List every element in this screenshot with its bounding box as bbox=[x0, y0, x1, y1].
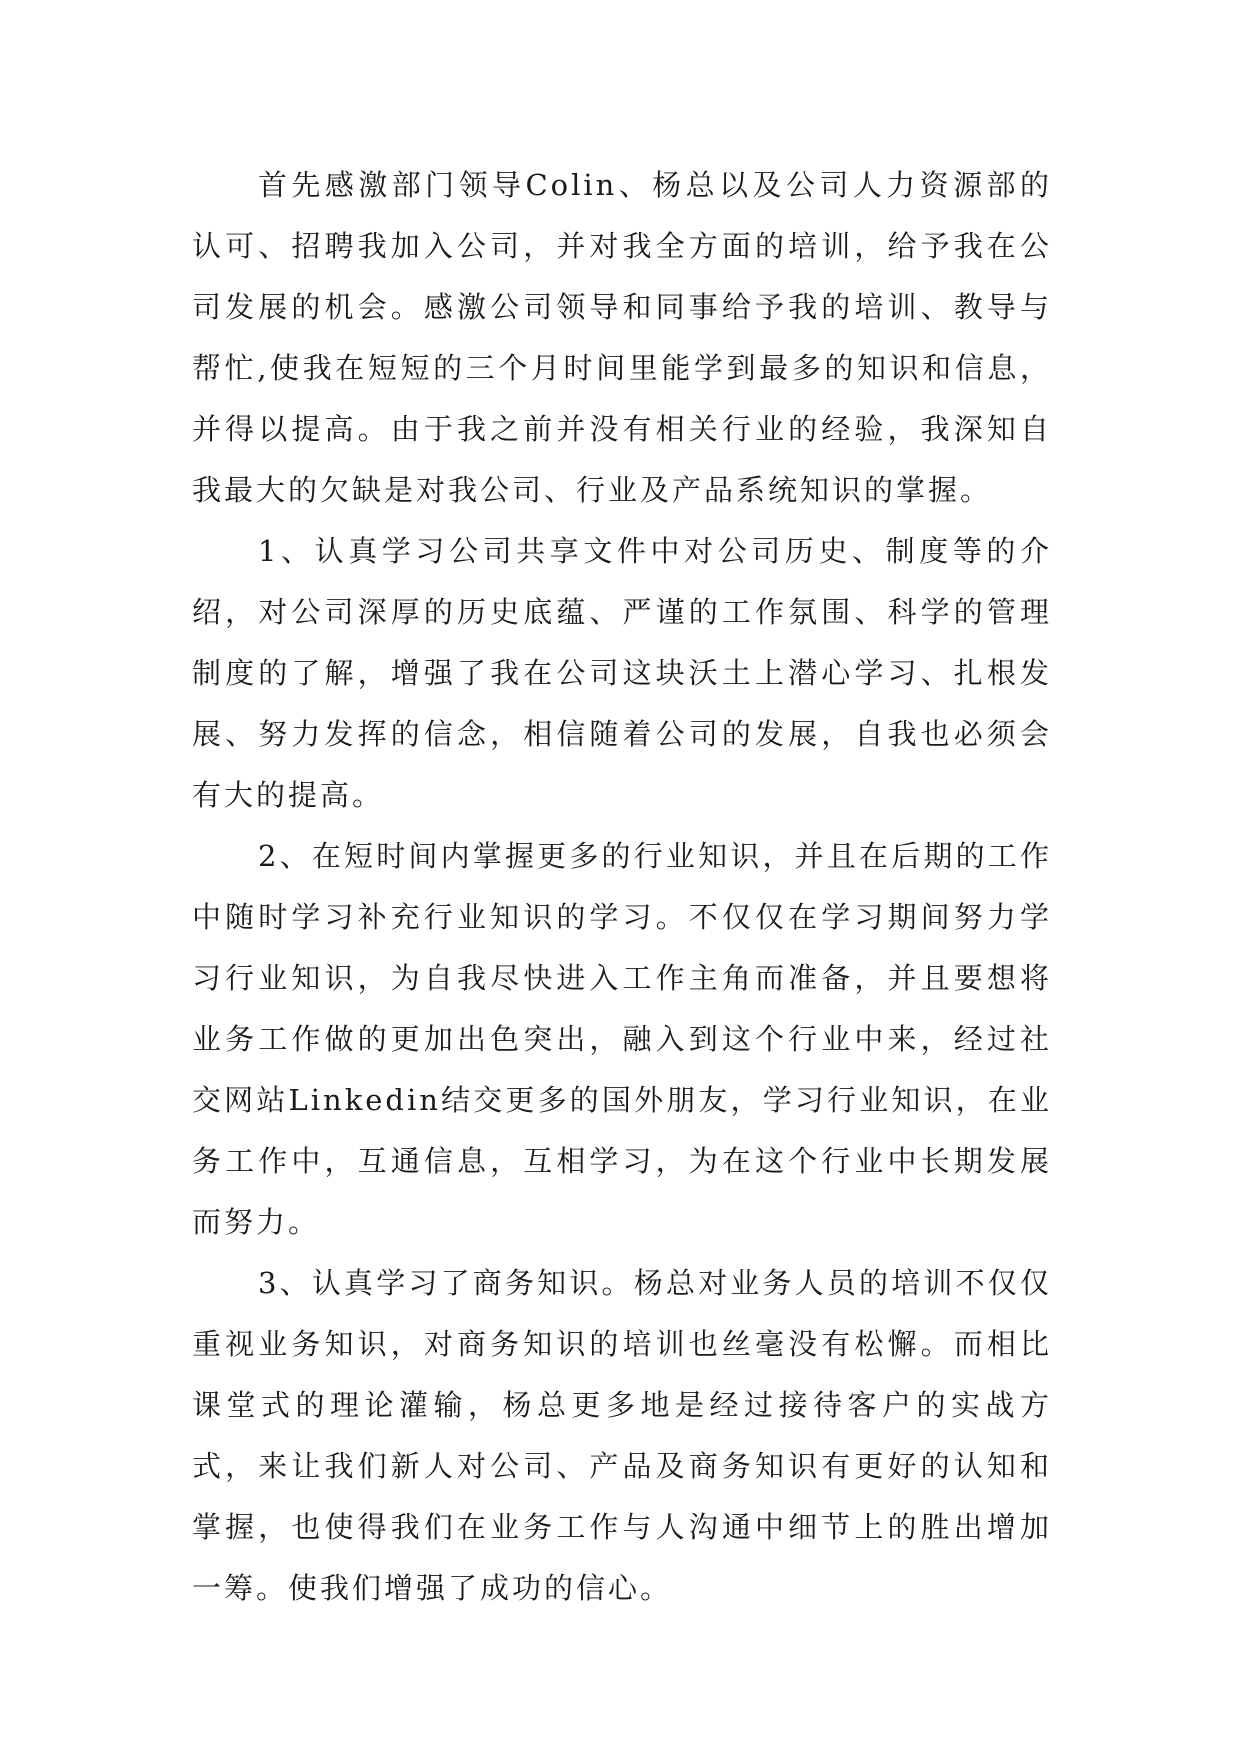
paragraph-point-1: 1、认真学习公司共享文件中对公司历史、制度等的介绍，对公司深厚的历史底蕴、严谨的工作氛围、科学的管理制度的了解，增强了我在公司这块沃土上潜心学习、扎根发展、努力发挥的信念，相信随着公司的发展，自我也必须会有大的提高。 bbox=[192, 534, 1052, 812]
paragraph-intro: 首先感激部门领导Colin、杨总以及公司人力资源部的认可、招聘我加入公司，并对我全方面的培训，给予我在公司发展的机会。感激公司领导和同事给予我的培训、教导与帮忙,使我在短短的三个月时间里能学到最多的知识和信息，并得以提高。由于我之前并没有相关行业的经验，我深知自我最大的欠缺是对我公司、行业及产品系统知识的掌握。 bbox=[192, 168, 1052, 507]
paragraph-point-2: 2、在短时间内掌握更多的行业知识，并且在后期的工作中随时学习补充行业知识的学习。不仅仅在学习期间努力学习行业知识，为自我尽快进入工作主角而准备，并且要想将业务工作做的更加出色突出，融入到这个行业中来，经过社交网站Linkedin结交更多的国外朋友，学习行业知识，在业务工作中，互通信息，互相学习，为在这个行业中长期发展而努力。 bbox=[192, 839, 1052, 1239]
paragraph-point-3: 3、认真学习了商务知识。杨总对业务人员的培训不仅仅重视业务知识，对商务知识的培训也丝毫没有松懈。而相比课堂式的理论灌输，杨总更多地是经过接待客户的实战方式，来让我们新人对公司、产品及商务知识有更好的认知和掌握，也使得我们在业务工作与人沟通中细节上的胜出增加一筹。使我们增强了成功的信心。 bbox=[192, 1266, 1052, 1605]
document-body bbox=[192, 155, 1052, 1619]
